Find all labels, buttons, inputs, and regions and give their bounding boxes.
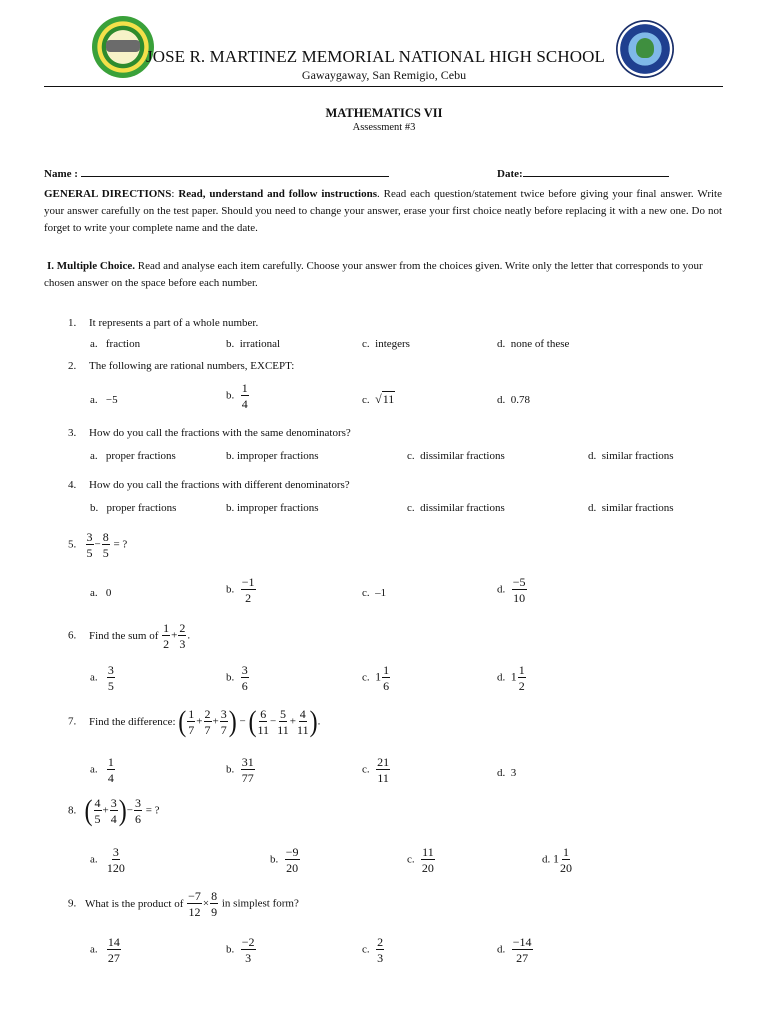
q1-option-d[interactable] xyxy=(497,338,569,350)
fraction xyxy=(297,708,309,736)
numerator: 3 xyxy=(220,707,227,721)
denominator: 77 xyxy=(241,771,254,785)
question-9 xyxy=(68,890,299,918)
operator: + xyxy=(289,715,297,728)
fraction xyxy=(277,708,289,736)
option-letter: b. xyxy=(226,671,235,684)
denominator: 2 xyxy=(245,591,252,605)
option-text: similar fractions xyxy=(601,450,674,462)
numerator: 1 xyxy=(518,663,525,677)
question-text: What is the product of xyxy=(85,897,184,910)
radical-sign: √ xyxy=(375,392,382,406)
directions-text: . Read each question/statement twice before giving your final answer. Write your answer carefully on the test paper. Should you need to change your answer, erase your first choice neatly before replacing it with a new one. Do not forget to write your complete name and the date. xyxy=(44,188,722,234)
operator: × xyxy=(202,897,210,910)
option-text: fraction xyxy=(105,338,141,350)
option-letter: c. xyxy=(407,450,415,462)
denominator: 3 xyxy=(377,951,384,965)
option-letter: d. xyxy=(497,671,506,684)
question-5 xyxy=(68,531,127,559)
numerator: 3 xyxy=(134,796,141,810)
fraction xyxy=(376,756,390,784)
option-text: dissimilar fractions xyxy=(420,502,505,514)
numerator: 3 xyxy=(86,530,93,544)
operator: + xyxy=(171,629,178,642)
fraction xyxy=(94,797,102,825)
denominator: 7 xyxy=(204,723,211,737)
fraction xyxy=(187,890,202,918)
numerator: 1 xyxy=(383,663,390,677)
operator: − xyxy=(94,538,101,551)
q4-option-d[interactable] xyxy=(588,502,674,514)
option-letter: b. xyxy=(226,338,235,350)
denominator: 5 xyxy=(107,679,114,693)
directions-bold: Read, understand and follow instructions xyxy=(178,188,377,200)
option-letter: b. xyxy=(226,763,235,776)
option-text: −5 xyxy=(105,394,118,406)
denominator: 3 xyxy=(245,951,252,965)
numerator: −14 xyxy=(512,935,532,949)
fraction xyxy=(107,664,115,692)
denominator: 11 xyxy=(297,723,309,737)
section-instructions xyxy=(44,258,722,292)
option-letter: a. xyxy=(90,587,98,599)
question-number: 3. xyxy=(68,427,77,439)
numerator: −1 xyxy=(241,575,255,589)
question-text: How do you call the fractions with different denominators? xyxy=(89,479,350,491)
q6-option-c[interactable] xyxy=(362,664,391,692)
q1-option-b[interactable] xyxy=(226,338,280,350)
question-number: 8. xyxy=(68,804,77,817)
denominator: 6 xyxy=(383,679,390,693)
q7-option-a[interactable] xyxy=(90,756,116,784)
numerator: 4 xyxy=(299,707,306,721)
numerator: 1 xyxy=(188,707,195,721)
numerator: 2 xyxy=(179,621,186,635)
fraction xyxy=(382,664,390,692)
question-number: 9. xyxy=(68,897,77,910)
q7-option-b[interactable] xyxy=(226,756,256,784)
denominator: 11 xyxy=(377,771,389,785)
left-paren: ( xyxy=(84,794,93,828)
operator: + xyxy=(102,804,109,817)
option-letter: c. xyxy=(362,394,370,406)
denominator: 3 xyxy=(179,637,186,651)
q3-option-d[interactable] xyxy=(588,450,674,462)
question-text: It represents a part of a whole number. xyxy=(89,317,259,329)
name-line[interactable] xyxy=(81,166,389,177)
q3-option-a[interactable] xyxy=(90,450,176,462)
denominator: 27 xyxy=(516,951,529,965)
header-divider xyxy=(44,86,723,87)
question-text: = ? xyxy=(145,804,160,817)
option-letter: b. xyxy=(226,450,235,462)
denominator: 5 xyxy=(94,812,101,826)
operator: + xyxy=(196,715,203,728)
q8-option-a[interactable] xyxy=(90,846,126,874)
option-letter: b. xyxy=(226,583,235,596)
denominator: 20 xyxy=(560,861,572,875)
numerator: 2 xyxy=(377,935,384,949)
numerator: −7 xyxy=(188,889,201,903)
option-letter: c. xyxy=(362,943,370,956)
option-letter: a. xyxy=(90,671,98,684)
option-letter: c. xyxy=(407,853,415,866)
option-text: proper fractions xyxy=(106,502,177,514)
numerator: 11 xyxy=(422,845,434,859)
q8-option-d[interactable] xyxy=(542,846,573,874)
option-letter: d. xyxy=(588,450,597,462)
directions-label: GENERAL DIRECTIONS xyxy=(44,188,172,200)
option-letter: a. xyxy=(90,338,98,350)
fraction xyxy=(285,846,300,874)
q1-option-c[interactable] xyxy=(362,338,410,350)
subject-title: MATHEMATICS VII xyxy=(325,106,443,120)
name-field[interactable] xyxy=(44,166,389,180)
general-directions: GENERAL DIRECTIONS: Read, understand and follow instructions. Read each question/statement twice before giving your final answer. Write your answer carefully on the test paper. Should you need to change your answer, erase your first choice neatly before replacing it with a new one. Do not forget to write your complete name and the date. xyxy=(44,188,722,234)
q2-option-a[interactable] xyxy=(90,394,118,406)
denominator: 20 xyxy=(421,861,434,875)
option-letter: d. xyxy=(497,338,506,350)
q5-option-a[interactable] xyxy=(90,587,111,599)
denominator: 6 xyxy=(241,679,248,693)
numerator: 1 xyxy=(163,621,170,635)
denominator: 12 xyxy=(188,905,201,919)
fraction xyxy=(110,797,118,825)
numerator: 8 xyxy=(211,889,218,903)
numerator: 2 xyxy=(204,707,211,721)
question-number: 2. xyxy=(68,360,77,372)
option-text: improper fractions xyxy=(237,502,319,514)
fraction xyxy=(220,708,228,736)
numerator: −9 xyxy=(285,845,299,859)
option-letter: b. xyxy=(226,502,235,514)
numerator: 3 xyxy=(110,796,117,810)
q8-option-b[interactable] xyxy=(270,846,301,874)
question-number: 6. xyxy=(68,629,77,642)
numerator: 1 xyxy=(563,845,569,859)
fraction xyxy=(257,708,269,736)
option-letter: d. xyxy=(542,853,551,866)
option-text: 3 xyxy=(510,767,517,779)
question-2 xyxy=(68,360,294,372)
question-6 xyxy=(68,622,190,650)
numerator: 1 xyxy=(107,755,114,769)
left-paren: ( xyxy=(248,705,257,739)
question-text: Find the sum of xyxy=(89,629,159,642)
denominator: 5 xyxy=(86,546,93,560)
q3-option-c[interactable] xyxy=(407,450,505,462)
q7-option-c[interactable] xyxy=(362,756,391,784)
numerator: 3 xyxy=(241,663,248,677)
q1-option-a[interactable] xyxy=(90,338,140,350)
option-text: none of these xyxy=(510,338,570,350)
option-text: 0.78 xyxy=(510,394,530,406)
option-letter: a. xyxy=(90,943,98,956)
operator: − xyxy=(270,715,277,728)
period: . xyxy=(317,715,321,728)
fraction xyxy=(178,622,186,650)
option-letter: b. xyxy=(226,389,235,402)
question-text: The following are rational numbers, EXCEPT: xyxy=(89,360,295,372)
question-text: in simplest form? xyxy=(221,897,299,910)
operator: − xyxy=(126,804,133,817)
option-letter: a. xyxy=(90,853,98,866)
fraction xyxy=(134,797,142,825)
q5-option-b[interactable] xyxy=(226,576,257,604)
q4-option-b1[interactable] xyxy=(90,502,176,514)
fraction xyxy=(518,664,526,692)
question-text: How do you call the fractions with the same denominators? xyxy=(89,427,351,439)
square-root xyxy=(375,392,395,407)
numerator: 6 xyxy=(260,707,267,721)
denominator: 20 xyxy=(286,861,299,875)
numerator: 4 xyxy=(94,796,101,810)
question-8 xyxy=(68,794,160,828)
fraction xyxy=(241,936,256,964)
question-number: 5. xyxy=(68,538,77,551)
fraction xyxy=(560,846,572,874)
denominator: 7 xyxy=(220,723,227,737)
numerator: 3 xyxy=(107,663,114,677)
denominator: 9 xyxy=(211,905,218,919)
q6-option-a[interactable] xyxy=(90,664,116,692)
period: . xyxy=(187,629,191,642)
denominator: 4 xyxy=(110,812,117,826)
numerator: −5 xyxy=(512,575,526,589)
q5-option-c[interactable] xyxy=(362,587,386,599)
numerator: 21 xyxy=(377,755,390,769)
operator: − xyxy=(239,715,246,728)
denominator: 11 xyxy=(277,723,289,737)
q9-option-a[interactable] xyxy=(90,936,122,964)
option-letter: a. xyxy=(90,450,98,462)
denominator: 4 xyxy=(107,771,114,785)
option-letter: c. xyxy=(362,338,370,350)
numerator: 1 xyxy=(241,381,248,395)
question-number: 7. xyxy=(68,715,77,728)
fraction xyxy=(241,756,255,784)
right-paren: ) xyxy=(228,705,237,739)
denominator: 7 xyxy=(188,723,195,737)
option-letter: a. xyxy=(90,394,98,406)
date-line[interactable] xyxy=(523,166,669,177)
question-7 xyxy=(68,705,321,739)
school-address: Gawaygaway, San Remigio, Cebu xyxy=(301,68,467,82)
option-text: integers xyxy=(375,338,410,350)
q6-option-d[interactable] xyxy=(497,664,527,692)
fraction xyxy=(102,531,110,559)
date-label: Date: xyxy=(497,168,523,180)
radicand: 11 xyxy=(382,392,395,406)
q2-option-d[interactable] xyxy=(497,394,530,406)
q4-option-c[interactable] xyxy=(407,502,505,514)
left-paren: ( xyxy=(178,705,187,739)
question-number: 4. xyxy=(68,479,77,491)
section-title: I. Multiple Choice. xyxy=(47,260,135,272)
option-letter: b. xyxy=(90,502,99,514)
name-label: Name : xyxy=(44,168,78,180)
fraction xyxy=(204,708,212,736)
question-text: Find the difference: xyxy=(89,715,176,728)
option-letter: d. xyxy=(588,502,597,514)
option-text: 0 xyxy=(105,587,112,599)
option-letter: c. xyxy=(362,763,370,776)
whole-number: 1 xyxy=(510,669,517,684)
option-letter: b. xyxy=(226,943,235,956)
numerator: 5 xyxy=(280,707,287,721)
q7-option-d[interactable] xyxy=(497,767,516,779)
right-paren: ) xyxy=(309,705,318,739)
option-text: dissimilar fractions xyxy=(420,450,505,462)
option-text: irrational xyxy=(239,338,281,350)
fraction xyxy=(107,936,121,964)
fraction xyxy=(512,576,527,604)
option-letter: c. xyxy=(407,502,415,514)
option-letter: a. xyxy=(90,763,98,776)
school-name: JOSE R. MARTINEZ MEMORIAL NATIONAL HIGH SCHOOL xyxy=(146,47,605,66)
numerator: 14 xyxy=(107,935,120,949)
date-field[interactable] xyxy=(497,166,669,180)
q2-option-c[interactable] xyxy=(362,392,395,407)
q5-option-d[interactable] xyxy=(497,576,528,604)
fraction xyxy=(376,936,384,964)
denominator: 120 xyxy=(106,861,125,875)
fraction xyxy=(241,576,256,604)
fraction xyxy=(107,756,115,784)
question-1 xyxy=(68,317,258,329)
q4-option-b2[interactable] xyxy=(226,502,319,514)
right-paren: ) xyxy=(118,794,127,828)
option-letter: c. xyxy=(362,587,370,599)
q2-option-b[interactable] xyxy=(226,382,250,410)
operator: + xyxy=(212,715,219,728)
question-number: 1. xyxy=(68,317,77,329)
fraction xyxy=(107,846,125,874)
q9-option-b[interactable] xyxy=(226,936,257,964)
denominator: 2 xyxy=(518,679,525,693)
whole-number: 1 xyxy=(553,851,559,866)
whole-number: 1 xyxy=(375,669,382,684)
question-text: = ? xyxy=(113,538,128,551)
denominator: 10 xyxy=(513,591,526,605)
numerator: 31 xyxy=(241,755,254,769)
fraction xyxy=(241,664,249,692)
q6-option-b[interactable] xyxy=(226,664,250,692)
denominator: 6 xyxy=(134,812,141,826)
denominator: 5 xyxy=(102,546,109,560)
fraction xyxy=(187,708,195,736)
fraction xyxy=(162,622,170,650)
fraction xyxy=(86,531,94,559)
fraction xyxy=(210,890,218,918)
section-text: Read and analyse each item carefully. Choose your answer from the choices given. Write only the letter that corresponds to your chosen answer on the space before each number. xyxy=(44,260,703,289)
option-text: improper fractions xyxy=(237,450,319,462)
question-3 xyxy=(68,427,351,439)
denominator: 2 xyxy=(163,637,170,651)
q9-option-c[interactable] xyxy=(362,936,385,964)
option-text: similar fractions xyxy=(601,502,674,514)
q9-option-d[interactable] xyxy=(497,936,534,964)
numerator: 3 xyxy=(112,845,119,859)
q8-option-c[interactable] xyxy=(407,846,436,874)
option-letter: d. xyxy=(497,943,506,956)
option-letter: d. xyxy=(497,583,506,596)
assessment-title: Assessment #3 xyxy=(352,122,416,133)
option-letter: c. xyxy=(362,671,370,684)
option-letter: b. xyxy=(270,853,279,866)
fraction xyxy=(512,936,533,964)
denominator: 11 xyxy=(257,723,270,737)
fraction xyxy=(421,846,435,874)
option-letter: d. xyxy=(497,767,506,779)
option-text: –1 xyxy=(375,587,387,599)
q3-option-b[interactable] xyxy=(226,450,319,462)
fraction xyxy=(241,382,249,410)
numerator: 8 xyxy=(102,530,109,544)
denominator: 4 xyxy=(241,397,248,411)
numerator: −2 xyxy=(241,935,255,949)
question-4 xyxy=(68,479,350,491)
option-text: proper fractions xyxy=(105,450,176,462)
option-letter: d. xyxy=(497,394,506,406)
denominator: 27 xyxy=(107,951,120,965)
